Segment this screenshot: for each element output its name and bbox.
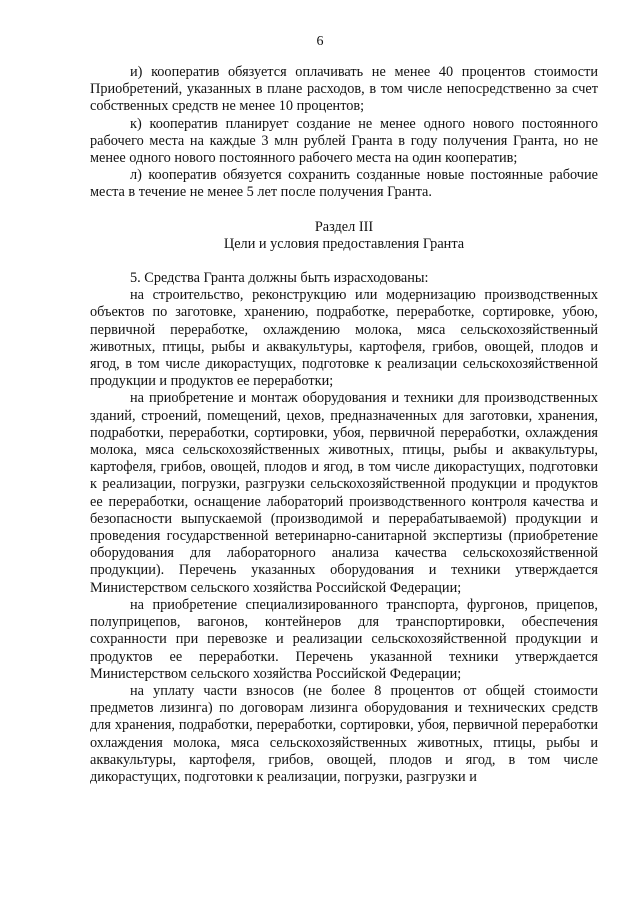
page-number: 6 (316, 34, 324, 49)
paragraph-leasing: на уплату части взносов (не более 8 процентов от общей стоимости предметов лизинга) по договорам лизинга оборудования и технических средств для хранения, подработки, переработки, сортировки, убоя, первичной переработки охлаждения молока, мяса сельскохозяйственных животных, птицы, рыбы и аквакультуры, картофеля, грибов, овощей, плодов и ягод, в том числе дикорастущих, подготовки к реализации, погрузки, разгрузки и (90, 682, 598, 785)
paragraph-item-k: к) кооператив планирует создание не менее одного нового постоянного рабочего места на каждые 3 млн рублей Гранта в году получения Гранта, но не менее одного нового постоянного рабочего места на один кооператив; (90, 115, 598, 167)
paragraph-item-i: и) кооператив обязуется оплачивать не менее 40 процентов стоимости Приобретений, указанных в плане расходов, в том числе непосредственно за счет собственных средств не менее 10 процентов; (90, 64, 598, 115)
section-title: Цели и условия предоставления Гранта (223, 235, 465, 252)
paragraph-transport: на приобретение специализированного транспорта, фургонов, прицепов, полуприцепов, вагонов, контейнеров для транспортировки, обеспечения сохранности при перевозке и реализации сельскохозяйственной продукции и продуктов ее переработки. Перечень указанной техники утверждается Министерством сельского хозяйства Российской Федерации; (90, 596, 598, 682)
document-body (90, 64, 598, 786)
paragraph-clause-5: 5. Средства Гранта должны быть израсходованы: (130, 270, 429, 287)
paragraph-construction: на строительство, реконструкцию или модернизацию производственных объектов по заготовке, хранению, подработке, переработке, сортировке, убою, первичной переработке, охлаждению молока, мяса сельскохозяйственный животных, птицы, рыбы и аквакультуры, картофеля, грибов, овощей, плодов и ягод, в том числе дикорастущих, подготовке к реализации сельскохозяйственной продукции и продуктов ее переработки; (90, 287, 598, 390)
section-number: Раздел III (314, 218, 374, 235)
paragraph-item-l: л) кооператив обязуется сохранить созданные новые постоянные рабочие места в течение не менее 5 лет после получения Гранта. (90, 167, 598, 201)
paragraph-equipment: на приобретение и монтаж оборудования и техники для производственных зданий, строений, помещений, цехов, предназначенных для заготовки, хранения, подработки, переработки, сортировки, убоя, первичной переработки, охлаждения молока, мяса сельскохозяйственных животных, птицы, рыбы и аквакультуры, картофеля, грибов, овощей, плодов и ягод, в том числе дикорастущих, подготовки к реализации, погрузки, разгрузки сельскохозяйственной продукции и продуктов ее переработки, оснащение лабораторий производственного контроля качества и безопасности выпускаемой (производимой и перерабатываемой) продукции и проведения государственной ветеринарно-санитарной экспертизы (приобретение оборудования для лабораторного анализа качества сельскохозяйственной продукции). Перечень указанных оборудования и техники утверждается Министерством сельского хозяйства Российской Федерации; (90, 390, 598, 596)
section-heading (90, 219, 598, 253)
